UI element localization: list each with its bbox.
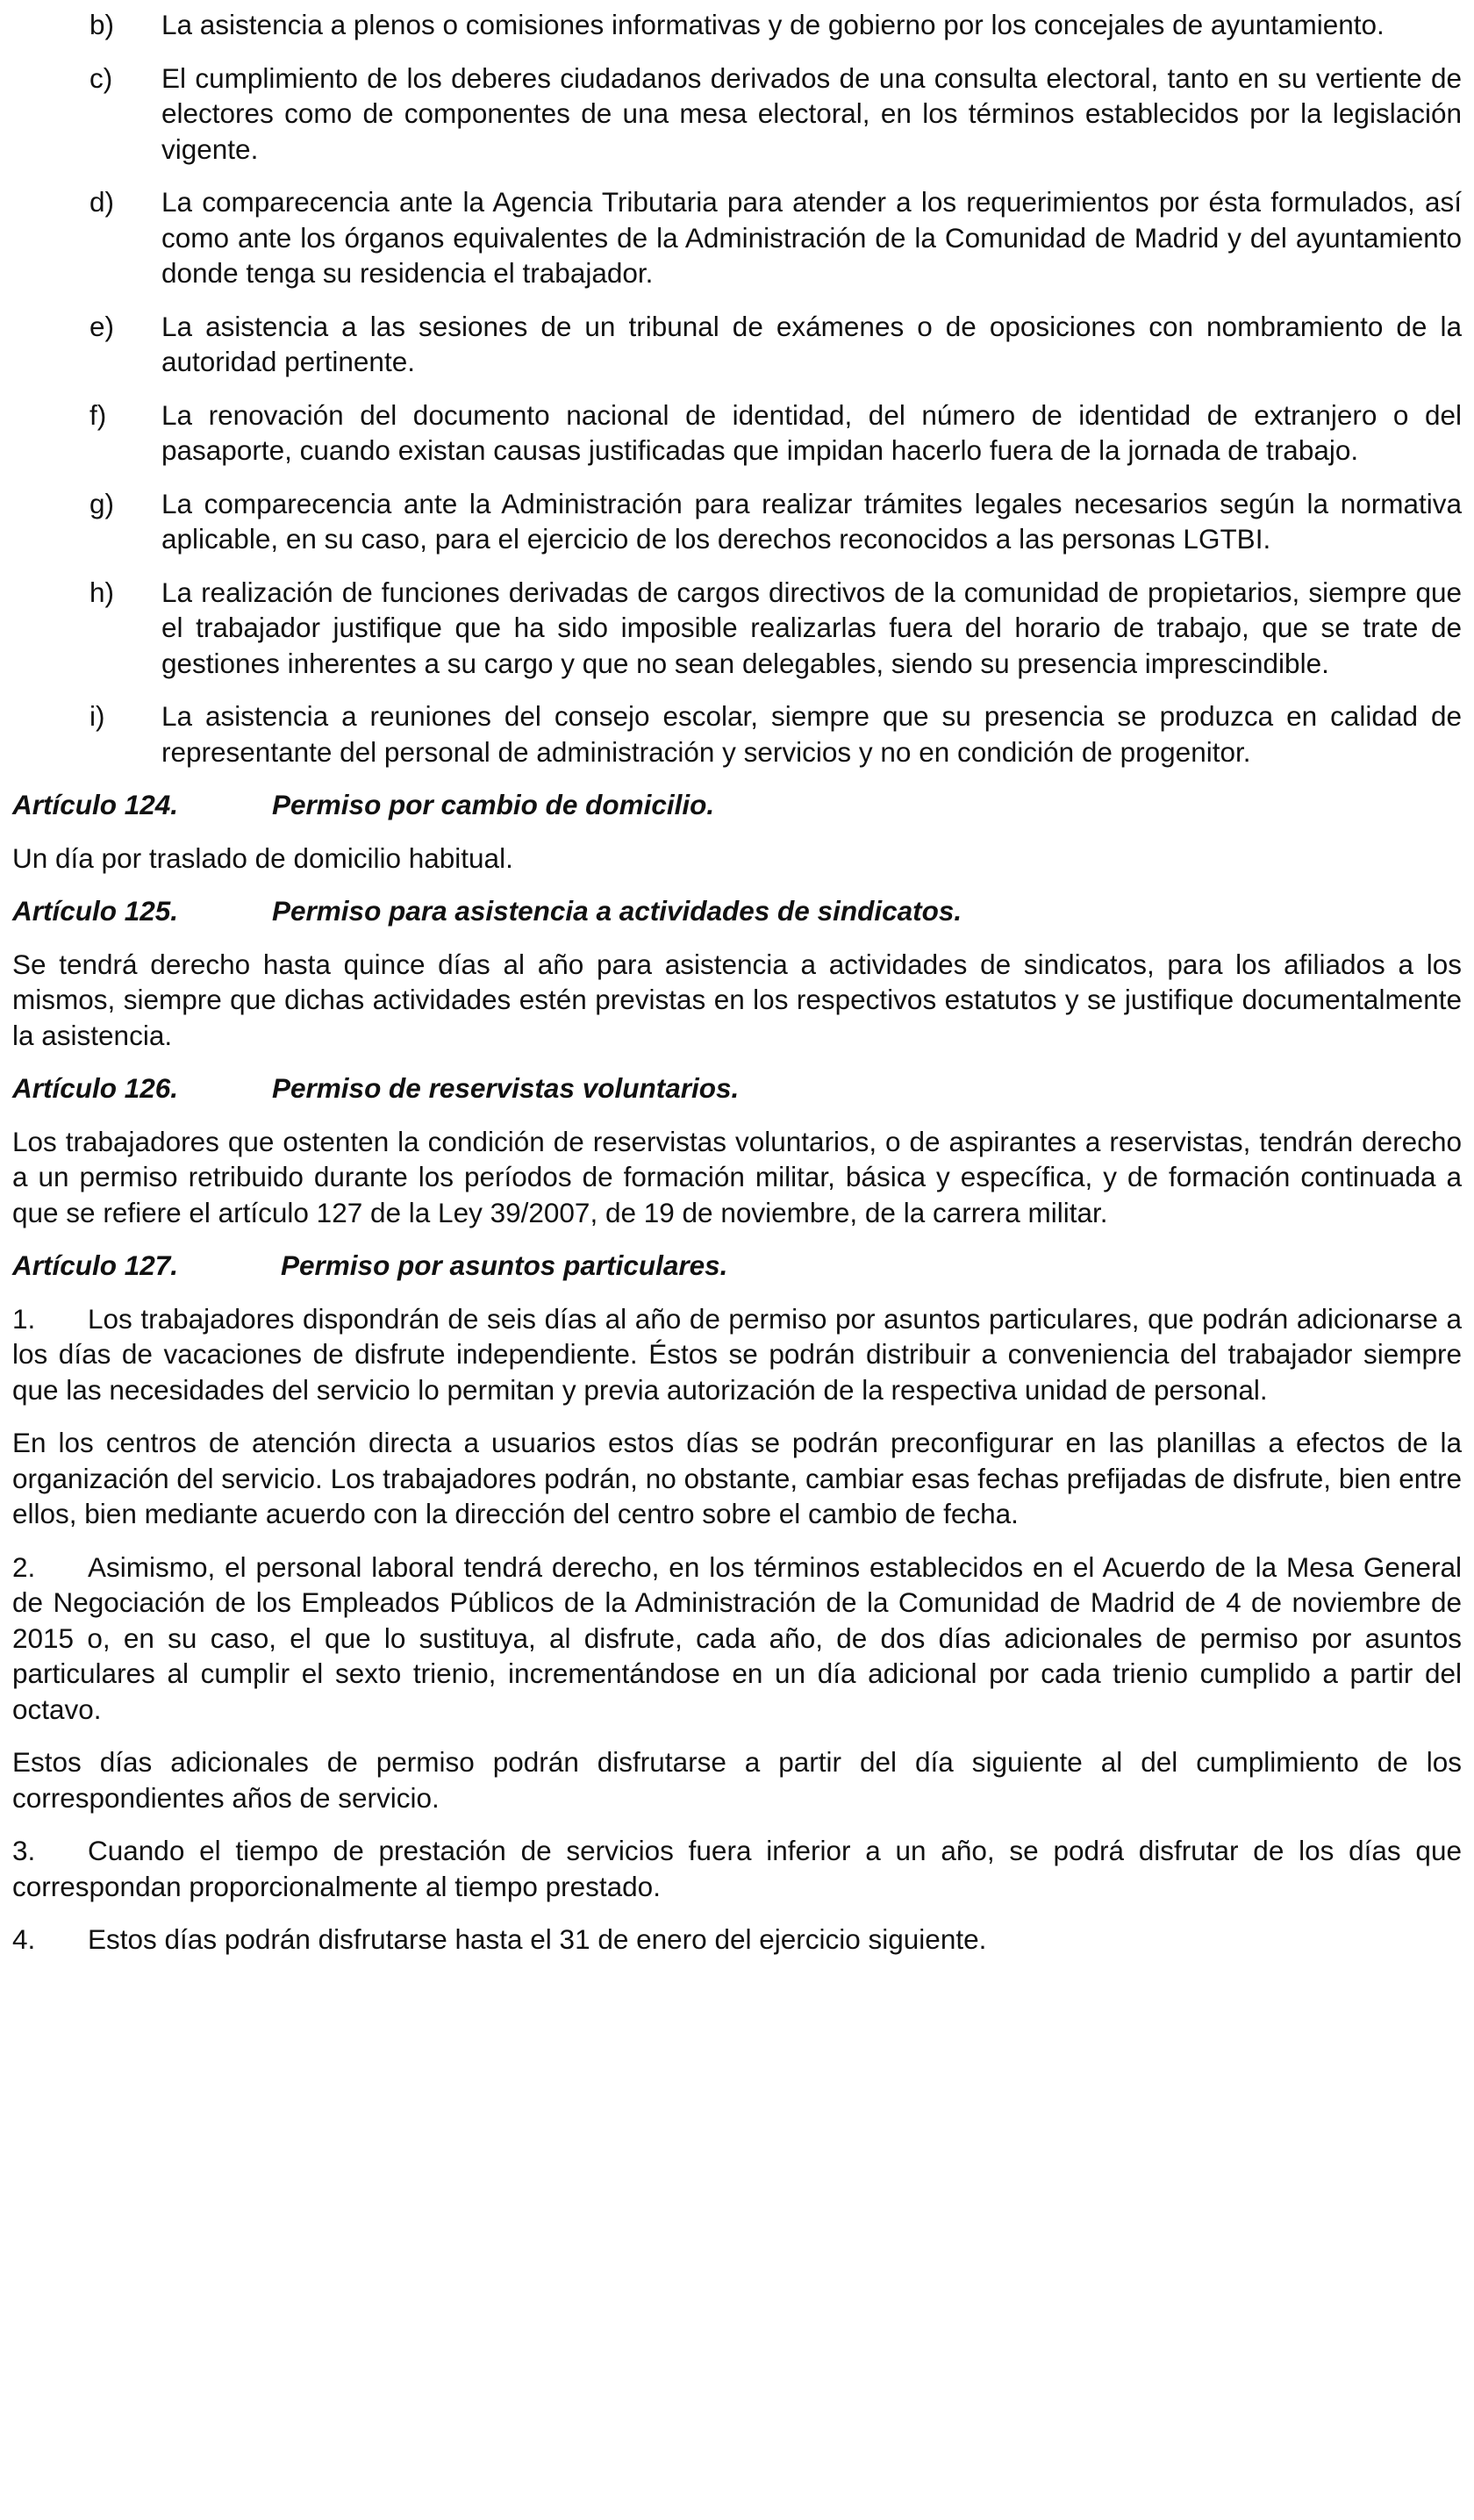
- article-126-heading: [12, 1070, 1462, 1106]
- paragraph-number: 3.: [12, 1835, 36, 1866]
- list-text: La realización de funciones derivadas de cargos directivos de la comunidad de propietarios, siempre que el trabajador justifique que ha sido imposible realizarlas fuera del horario de trabajo, que se trate de gestiones inherentes a su cargo y que no sean delegables, siendo su presencia imprescindible.: [161, 576, 1462, 679]
- article-title: Permiso por cambio de domicilio.: [272, 789, 715, 820]
- list-item-f: [12, 397, 1462, 469]
- list-text: La renovación del documento nacional de identidad, del número de identidad de extranjero o del pasaporte, cuando existan causas justificadas que impidan hacerlo fuera de la jornada de trabajo.: [161, 398, 1462, 466]
- list-text: La asistencia a plenos o comisiones informativas y de gobierno por los concejales de ayuntamiento.: [161, 9, 1385, 40]
- list-text: La asistencia a reuniones del consejo escolar, siempre que su presencia se produzca en calidad de representante del personal de administración y servicios y no en condición de progenitor.: [161, 700, 1462, 768]
- article-title: Permiso de reservistas voluntarios.: [272, 1072, 740, 1104]
- article-126-text: Los trabajadores que ostenten la condición de reservistas voluntarios, o de aspirantes a reservistas, tendrán derecho a un permiso retribuido durante los períodos de formación militar, básica y específica, y de formación continuada a que se refiere el artículo 127 de la Ley 39/2007, de 19 de noviembre, de la carrera militar.: [12, 1125, 1462, 1228]
- paragraph-text: Cuando el tiempo de prestación de servicios fuera inferior a un año, se podrá disfrutar de los días que correspondan proporcionalmente al tiempo prestado.: [12, 1835, 1462, 1902]
- list-item-i: [12, 698, 1462, 770]
- list-letter: b): [89, 9, 115, 40]
- article-127-paragraph-1: [12, 1301, 1462, 1408]
- list-text: La asistencia a las sesiones de un tribunal de exámenes o de oposiciones con nombramiento de la autoridad pertinente.: [161, 310, 1462, 377]
- list-text: El cumplimiento de los deberes ciudadanos derivados de una consulta electoral, tanto en su vertiente de electores como de componentes de una mesa electoral, en los términos establecidos por la legislación vigente.: [161, 61, 1462, 165]
- article-124-heading: [12, 787, 1462, 823]
- paragraph-number: 2.: [12, 1550, 36, 1583]
- article-127-paragraph-3: [12, 1833, 1462, 1904]
- article-127-paragraph-1b: En los centros de atención directa a usuarios estos días se podrán preconfigurar en las planillas a efectos de la organización del servicio. Los trabajadores podrán, no obstante, cambiar esas fechas prefijadas de disfrute, bien entre ellos, bien mediante acuerdo con la dirección del centro sobre el cambio de fecha.: [12, 1427, 1462, 1529]
- article-125-heading: [12, 893, 1462, 929]
- article-title: Permiso para asistencia a actividades de sindicatos.: [272, 895, 962, 927]
- list-letter: f): [89, 398, 107, 431]
- article-127-paragraph-4: [12, 1922, 1462, 1958]
- list-letter: g): [89, 487, 115, 519]
- list-text: La comparecencia ante la Agencia Tributaria para atender a los requerimientos por ésta formulados, así como ante los órganos equivalentes de la Administración de la Comunidad de Madrid y del ayuntamiento donde tenga su residencia el trabajador.: [161, 186, 1462, 289]
- list-item-h: [12, 575, 1462, 682]
- list-item-c: [12, 61, 1462, 168]
- article-127-heading: [12, 1248, 1462, 1284]
- paragraph-text: Los trabajadores dispondrán de seis días al año de permiso por asuntos particulares, que podrán adicionarse a los días de vacaciones de disfrute independiente. Éstos se podrán distribuir a conveniencia del trabajador siempre que las necesidades del servicio lo permitan y previa autorización de la respectiva unidad de personal.: [12, 1302, 1462, 1406]
- list-letter: d): [89, 186, 115, 218]
- article-125-text: Se tendrá derecho hasta quince días al año para asistencia a actividades de sindicatos, para los afiliados a los mismos, siempre que dichas actividades estén previstas en los respectivos estatutos y se justifique documentalmente la asistencia.: [12, 948, 1462, 1051]
- list-text: La comparecencia ante la Administración para realizar trámites legales necesarios según la normativa aplicable, en su caso, para el ejercicio de los derechos reconocidos a las personas LGTBI.: [161, 487, 1462, 555]
- list-letter: i): [89, 700, 105, 732]
- article-number: Artículo 124.: [12, 789, 179, 820]
- article-124-text: Un día por traslado de domicilio habitual.: [12, 841, 513, 874]
- paragraph-text: Asimismo, el personal laboral tendrá derecho, en los términos establecidos en el Acuerdo de la Mesa General de Negociación de los Empleados Públicos de la Administración de la Comunidad de Madrid de 4 de noviembre de 2015 o, en su caso, el que lo sustituya, al disfrute, cada año, de dos días adicionales de permiso por asuntos particulares al cumplir el sexto trienio, incrementándose en un día adicional por cada trienio cumplido a partir del octavo.: [12, 1550, 1462, 1725]
- list-letter: h): [89, 576, 115, 608]
- article-127-paragraph-2: [12, 1550, 1462, 1728]
- paragraph-text: Estos días podrán disfrutarse hasta el 31 de enero del ejercicio siguiente.: [88, 1923, 987, 1955]
- list-letter: e): [89, 310, 115, 342]
- article-number: Artículo 126.: [12, 1072, 179, 1104]
- document-page: [12, 7, 1462, 1975]
- list-item-d: [12, 184, 1462, 291]
- article-127-paragraph-2b: Estos días adicionales de permiso podrán disfrutarse a partir del día siguiente al del cumplimiento de los correspondientes años de servicio.: [12, 1746, 1462, 1814]
- paragraph-number: 4.: [12, 1923, 36, 1955]
- list-letter: c): [89, 61, 113, 94]
- article-number: Artículo 125.: [12, 895, 179, 927]
- list-item-g: [12, 486, 1462, 557]
- list-item-e: [12, 309, 1462, 380]
- article-number: Artículo 127.: [12, 1249, 179, 1281]
- paragraph-number: 1.: [12, 1302, 36, 1335]
- list-item-b: [12, 7, 1462, 43]
- article-title: Permiso por asuntos particulares.: [281, 1249, 728, 1281]
